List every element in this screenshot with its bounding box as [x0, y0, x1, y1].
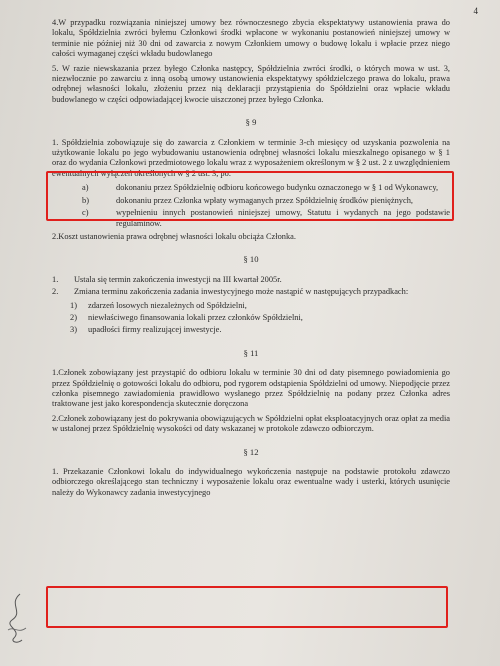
list-item: 1. Ustala się termin zakończenia inwestycji na III kwartał 2005r. — [52, 274, 282, 284]
section-12-heading: § 12 — [243, 446, 259, 457]
section-12-paragraph-1: 1. Przekazanie Członkowi lokalu do indywidualnego wykończenia następuje na podstawie protokołu zdawczo odbiorczego określającego stan techniczny i wyposażenie lokalu oraz ewentualne wady i usterki, których usunięcie należy do Wykonawcy zadania inwestycyjnego — [52, 467, 450, 497]
section-11-paragraph-1: 1.Członek zobowiązany jest przystąpić do odbioru lokalu w terminie 30 dni od daty pisemnego powiadomienia go przez Spółdzielnię o gotowości lokalu do odbioru, pod rygorem odstąpienia Spółdzielni od umowy. Niepodjęcie przez członka pisemnego zawiadomienia prawidłowo wysłanego przez Spółdzielnię na podany przez Członka adres traktowane jest jako korespondencja skutecznie doręczona — [52, 368, 450, 409]
document-body — [52, 18, 450, 502]
signature-icon — [2, 590, 32, 648]
section-10-points — [52, 275, 450, 298]
paragraph-5: 5. W razie niewskazania przez byłego Członka następcy, Spółdzielnia zwróci środki, o których mowa w ust. 3, niezwłocznie po zawarciu z inną osobą umowy ustanowienia ekspektatywy spółdzielczego prawa do lokalu, prawa odrębnej własności lokalu, złożeniu przez nią deklaracji przystąpienia do Spółdzielni oraz wpłacie wkładu budowlanego w części odpowiadającej kwocie uiszczonej przez byłego Członka. — [52, 63, 450, 104]
section-11-paragraph-2: 2.Członek zobowiązany jest do pokrywania obowiązujących w Spółdzielni opłat eksploatacyjnych oraz opłat za media w ustalonej przez Spółdzielnię wysokości od daty wskazanej w protokole zdawczo odbiorczym. — [52, 413, 450, 434]
section-9-paragraph-2: 2.Koszt ustanowienia prawa odrębnej własności lokalu obciąża Członka. — [52, 231, 296, 241]
list-item: 1) zdarzeń losowych niezależnych od Spółdzielni, — [70, 300, 247, 310]
page-number: 4 — [473, 6, 478, 16]
section-9-paragraph-1: 1. Spółdzielnia zobowiązuje się do zawarcia z Członkiem w terminie 3-ch miesięcy od uzyskania pozwolenia na użytkowanie lokalu po jego wybudowaniu ustanowienia odrębnej własności lokalu mieszkalnego opisanego w § 1 oraz do wydania Członkowi przedmiotowego lokalu wraz z wyposażeniem określonym w § 2 ust. 2 z uwzględnieniem ewentualnych wyłączeń określonych w § 2 ust. 3, po: — [52, 137, 450, 178]
section-10-heading: § 10 — [243, 254, 259, 265]
list-item: c) wypełnieniu innych postanowień niniejszej umowy, Statutu i wydanych na jego podstawie regulaminów. — [82, 208, 450, 228]
section-11-heading: § 11 — [243, 347, 259, 358]
section-10-cases — [70, 301, 450, 336]
list-item: 2. Zmiana terminu zakończenia zadania inwestycyjnego może nastąpić w następujących przypadkach: — [52, 287, 409, 297]
list-item: 2) niewłaściwego finansowania lokali przez członków Spółdzielni, — [70, 312, 303, 322]
section-9-heading: § 9 — [245, 117, 257, 128]
list-item: 3) upadłości firmy realizującej inwestycje. — [70, 325, 222, 335]
paragraph-4: 4.W przypadku rozwiązania niniejszej umowy bez równoczesnego zbycia ekspektatywy ustanowienia prawa do lokalu, Spółdzielnia zwróci byłemu Członkowi środki wpłacone w wykonaniu postanowień niniejszej umowy w terminie nie później niż 30 dni od zawarcia z nowym Członkiem umowy o budowę lokalu i wpłacie przez niego całości wymaganej części wkładu budowlanego — [52, 18, 450, 59]
highlight-box-section-12 — [46, 586, 448, 628]
list-item: a) dokonaniu przez Spółdzielnię odbioru końcowego budynku oznaczonego w § 1 od Wykonawcy, — [82, 183, 439, 193]
list-item: b) dokonaniu przez Członka wpłaty wymaganych przez Spółdzielnię środków pieniężnych, — [82, 195, 413, 205]
highlight-box-section-9 — [46, 171, 454, 221]
